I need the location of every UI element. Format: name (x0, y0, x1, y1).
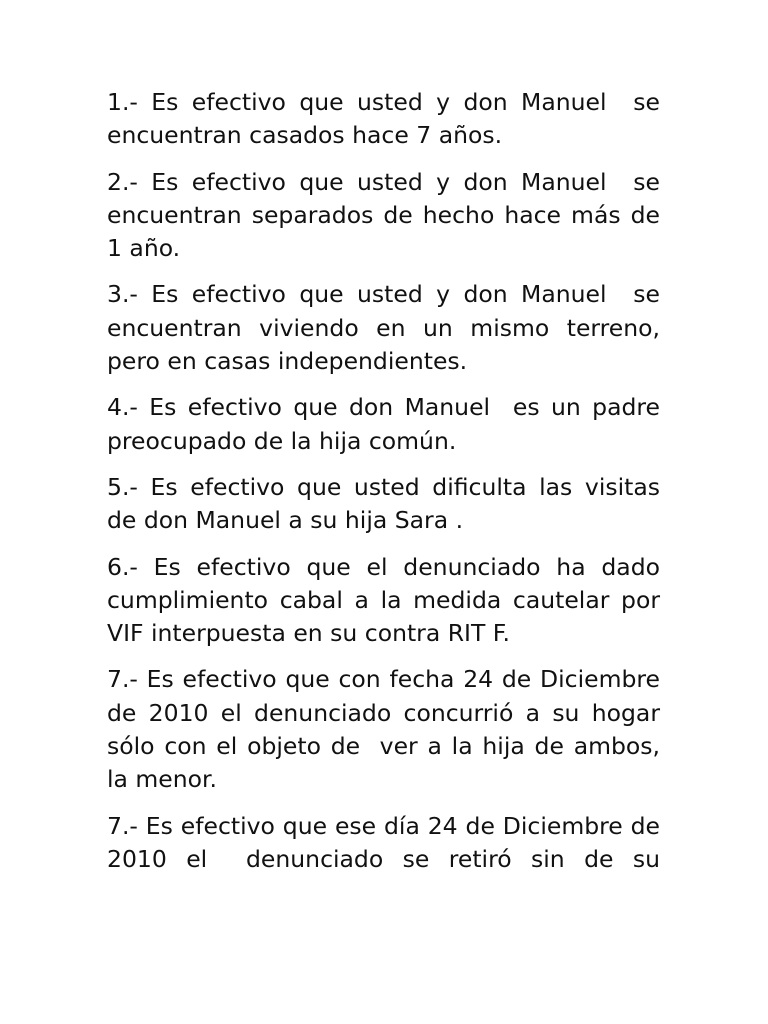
paragraph-7: 7.- Es efectivo que con fecha 24 de Diciembre de 2010 el denunciado concurrió a su hogar sólo con el objeto de ver a la hija de ambos, la menor. (107, 665, 668, 794)
paragraph-6: 6.- Es efectivo que el denunciado ha dado cumplimiento cabal a la medida cautelar por VIF interpuesta en su contra RIT F. (107, 552, 668, 648)
paragraph-4: 4.- Es efectivo que don Manuel es un padre preocupado de la hija común. (107, 393, 668, 455)
paragraph-1: 1.- Es efectivo que usted y don Manuel se encuentran casados hace 7 años. (107, 88, 668, 150)
paragraph-3: 3.- Es efectivo que usted y don Manuel se encuentran viviendo en un mismo terreno, pero en casas independientes. (107, 280, 668, 376)
document-body (107, 86, 668, 889)
paragraph-8: 7.- Es efectivo que ese día 24 de Diciembre de 2010 el denunciado se retiró sin de su (107, 811, 668, 873)
paragraph-5: 5.- Es efectivo que usted dificulta las visitas de don Manuel a su hija Sara . (107, 472, 668, 535)
paragraph-2: 2.- Es efectivo que usted y don Manuel se encuentran separados de hecho hace más de 1 año. (107, 167, 668, 263)
